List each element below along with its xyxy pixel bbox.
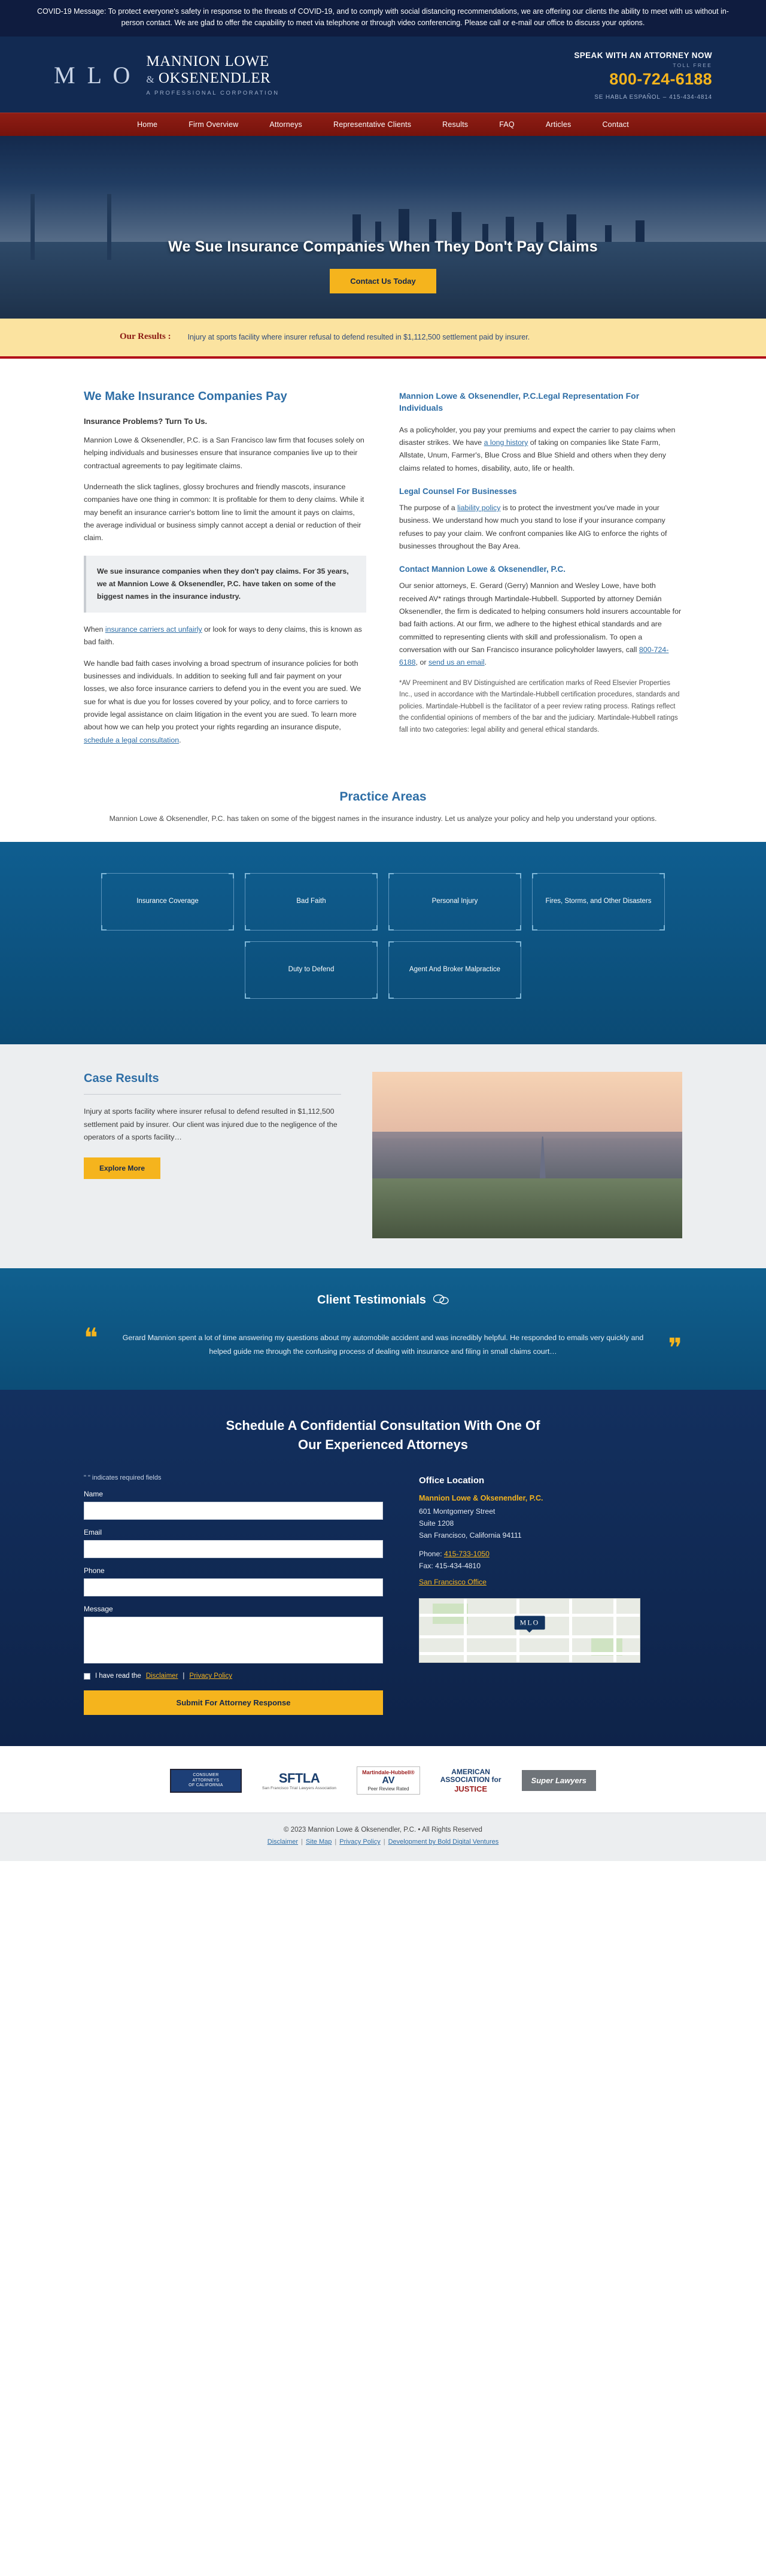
espanol-label: SE HABLA ESPAÑOL	[594, 93, 661, 101]
message-textarea[interactable]	[84, 1617, 383, 1663]
long-history-link[interactable]: a long history	[484, 438, 528, 447]
left-p3-post: or look for ways to deny claims, this is known as bad faith.	[84, 625, 362, 647]
page-title: We Make Insurance Companies Pay	[84, 390, 287, 404]
badge-av-rating: AV	[382, 1775, 395, 1786]
privacy-policy-link[interactable]: Privacy Policy	[189, 1672, 232, 1680]
main-right-column	[399, 390, 682, 755]
nav-item-representative-clients[interactable]: Representative Clients	[333, 120, 412, 129]
consent-separator: |	[183, 1672, 185, 1680]
left-paragraph-2: Underneath the slick taglines, glossy brochures and friendly mascots, insurance companies have one thing in common: It is profitable for them to deny claims. While it may benefit an insurance carrier's bottom line to limit the amount it pays on claims, the average individual or business simply cannot accept a denial or reduction of their claim.	[84, 483, 364, 543]
left-paragraph-3	[84, 623, 366, 649]
map-marker[interactable]: MLO	[515, 1616, 545, 1629]
left-p3-pre: When	[84, 625, 105, 634]
toll-free-label: TOLL FREE	[673, 62, 712, 68]
hero-content	[0, 238, 766, 293]
footer-link-site-map[interactable]: Site Map	[305, 1838, 332, 1846]
name-label: Name	[84, 1490, 104, 1499]
affiliation-badges	[0, 1746, 766, 1813]
inline-phone-link[interactable]: 800-724-6188	[399, 645, 669, 667]
logo-monogram: M L O	[54, 61, 133, 89]
badge-caoc-line3: OF CALIFORNIA	[189, 1783, 223, 1788]
right-paragraph-2	[399, 502, 682, 553]
badge-caoc-line2: ATTORNEYS	[192, 1778, 220, 1783]
office-address-line-1: 601 Montgomery Street	[419, 1507, 496, 1516]
case-results-band	[0, 1044, 766, 1268]
practice-areas-row-1	[0, 873, 766, 931]
pull-quote: We sue insurance companies when they don't pay claims. For 35 years, we at Mannion Lowe & Oksenendler, P.C. have taken on some of the biggest names in the insurance industry.	[84, 556, 366, 613]
case-results-text-block	[84, 1072, 341, 1179]
logo-ampersand: &	[146, 74, 155, 86]
covid-notice-text: COVID-19 Message: To protect everyone's safety in response to the threats of COVID-19, and to comply with social distancing recommendations, we are offering our clients the ability to meet with us without in-person contact. We are glad to offer the capability to meet via telephone or through video conferencing. Please call or e-mail our office to discuss your options.	[37, 7, 729, 28]
espanol-phone-link[interactable]: 415-434-4814	[669, 93, 712, 101]
our-results-label: Our Results :	[120, 331, 171, 341]
practice-area-label: Duty to Defend	[288, 966, 335, 974]
footer-link-privacy-policy[interactable]: Privacy Policy	[339, 1838, 381, 1846]
contact-form	[84, 1474, 383, 1715]
disclaimer-link[interactable]: Disclaimer	[145, 1672, 178, 1680]
required-fields-note: " " indicates required fields	[84, 1474, 162, 1482]
right-p2-post: is to protect the investment you've made in your business. We understand how much you stand to lose if your insurance company refuses to pay your claim. We confront companies like AIG to enforce the rights of businesses throughout the Bay Area.	[399, 504, 667, 551]
consultation-title-line1: Schedule A Confidential Consultation With One Of	[226, 1417, 540, 1433]
nav-item-attorneys[interactable]: Attorneys	[269, 120, 302, 129]
office-address-line-3: San Francisco, California 94111	[419, 1531, 522, 1539]
practice-areas-heading: Practice Areas	[339, 789, 427, 804]
right-p2-pre: The purpose of a	[399, 504, 458, 513]
logo-name-line2: OKSENENDLER	[158, 70, 271, 87]
badge-aaj-line1: AMERICAN	[451, 1768, 490, 1777]
our-results-strip	[0, 319, 766, 359]
case-results-heading: Case Results	[84, 1072, 341, 1095]
insurance-carriers-act-unfairly-link[interactable]: insurance carriers act unfairly	[105, 625, 202, 634]
logo-name-line1: MANNION LOWE	[146, 53, 269, 70]
practice-area-personal-injury[interactable]	[388, 873, 521, 931]
consent-checkbox[interactable]	[84, 1673, 90, 1680]
footer-link-disclaimer[interactable]: Disclaimer	[267, 1838, 299, 1846]
san-francisco-office-link[interactable]: San Francisco Office	[419, 1578, 487, 1587]
case-results-photo	[372, 1072, 682, 1238]
consent-row	[84, 1672, 383, 1680]
site-header	[0, 37, 766, 113]
right-paragraph-3	[399, 580, 682, 669]
covid-notice-banner	[0, 0, 766, 37]
badge-aaj-line3: JUSTICE	[454, 1784, 488, 1793]
practice-area-bad-faith[interactable]	[245, 873, 378, 931]
office-fax-line: Fax: 415-434-4810	[419, 1561, 481, 1570]
practice-area-label: Insurance Coverage	[136, 898, 199, 905]
hero-banner	[0, 136, 766, 319]
photo-skyline	[372, 1132, 682, 1178]
practice-area-label: Fires, Storms, and Other Disasters	[545, 898, 652, 905]
nav-item-faq[interactable]: FAQ	[499, 120, 515, 129]
phone-label: Phone	[84, 1566, 105, 1575]
right-p1-post: of taking on companies like State Farm, Allstate, Unum, Farmer's, Blue Cross and Blue Shield and others when they deny claims related to homes, disability, auto, life or health.	[399, 438, 666, 472]
testimonial-quote-text: Gerard Mannion spent a lot of time answering my questions about my automobile accident and was incredibly helpful. He responded to emails very quickly and helped guide me through the confusing process of dealing with insurance and filing in small claims court…	[122, 1333, 644, 1356]
badge-martindale-av[interactable]	[357, 1766, 420, 1795]
left-paragraph-1: Mannion Lowe & Oksenendler, P.C. is a San Francisco law firm that focuses solely on helping individuals and businesses ensure that insurance companies live up to their contractual agreements to pay legitimate claims.	[84, 436, 364, 470]
left-paragraph-4	[84, 657, 366, 747]
badge-american-association-for-justice[interactable]	[440, 1768, 501, 1793]
testimonials-band	[0, 1268, 766, 1390]
footer-links: Disclaimer | Site Map | Privacy Policy | Development by Bold Digital Ventures	[267, 1838, 499, 1846]
liability-policy-link[interactable]: liability policy	[457, 504, 501, 513]
send-us-an-email-link[interactable]: send us an email	[428, 658, 485, 667]
chat-bubbles-icon	[433, 1293, 449, 1307]
badge-martindale-label: Martindale-Hubbell®	[362, 1769, 415, 1776]
quote-close-icon: ❞	[668, 1333, 682, 1363]
right-p3-mid: , or	[415, 658, 428, 667]
practice-area-label: Agent And Broker Malpractice	[409, 966, 501, 974]
legal-counsel-businesses-heading: Legal Counsel For Businesses	[399, 487, 517, 496]
left-p4-pre: We handle bad faith cases involving a broad spectrum of insurance policies for both businesses and individuals. In addition to seeking full and fair payment on your losses, we also force insurance carriers to defend you in the event you are sued. We sue for what is due you for losses covered by your policy, and to force carriers to provide legal assistance on claim litigation in the event you are sued. To learn more about how we can help you protect your rights regarding an insurance dispute,	[84, 659, 361, 732]
nav-item-results[interactable]: Results	[442, 120, 469, 129]
martindale-disclaimer: *AV Preeminent and BV Distinguished are certification marks of Reed Elsevier Properties Inc., used in accordance with the Martindale-Hubbell certification procedures, standards and policies. Martindale-Hubbell is the facilitator of a peer review rating process. Ratings reflect the confidential opinions of members of the bar and the judiciary. Martindale-Hubbell ratings fall into two categories: legal ability and general ethical standards.	[399, 679, 680, 734]
site-footer	[0, 1813, 766, 1861]
hero-title: We Sue Insurance Companies When They Don't Pay Claims	[168, 238, 598, 255]
footer-copyright: © 2023 Mannion Lowe & Oksenendler, P.C. • All Rights Reserved	[284, 1826, 482, 1834]
quote-open-icon: ❝	[84, 1323, 98, 1353]
contact-us-today-button[interactable]: Contact Us Today	[330, 269, 436, 293]
practice-areas-header	[0, 779, 766, 842]
consultation-title-line2: Our Experienced Attorneys	[297, 1437, 469, 1452]
left-lead-text: Insurance Problems? Turn To Us.	[84, 417, 208, 426]
practice-area-insurance-coverage[interactable]	[101, 873, 234, 931]
right-paragraph-1	[399, 424, 682, 475]
email-input[interactable]	[84, 1540, 383, 1558]
main-navigation	[0, 113, 766, 136]
practice-areas-band	[0, 842, 766, 1044]
schedule-legal-consultation-link[interactable]: schedule a legal consultation	[84, 735, 180, 744]
practice-area-label: Bad Faith	[296, 898, 326, 905]
main-left-column	[84, 390, 366, 755]
practice-area-duty-to-defend[interactable]	[245, 941, 378, 999]
badge-sftla[interactable]	[262, 1771, 336, 1790]
right-heading: Mannion Lowe & Oksenendler, P.C.Legal Representation For Individuals	[399, 391, 640, 413]
logo-tagline: A PROFESSIONAL CORPORATION	[146, 90, 279, 97]
badge-sftla-title: SFTLA	[278, 1771, 320, 1786]
name-input[interactable]	[84, 1502, 383, 1520]
consultation-band	[0, 1390, 766, 1747]
office-phone-label: Phone:	[419, 1550, 445, 1559]
practice-area-agent-broker-malpractice[interactable]	[388, 941, 521, 999]
office-firm-name: Mannion Lowe & Oksenendler, P.C.	[419, 1494, 543, 1503]
explore-more-button[interactable]: Explore More	[84, 1157, 160, 1179]
office-location-heading: Office Location	[419, 1475, 485, 1486]
practice-area-fires-storms-disasters[interactable]	[532, 873, 665, 931]
right-p3-post: .	[484, 658, 487, 667]
submit-button[interactable]: Submit For Attorney Response	[84, 1690, 383, 1715]
header-phone-link[interactable]: 800-724-6188	[609, 69, 712, 88]
testimonial-item	[84, 1323, 682, 1363]
photo-sky	[372, 1072, 682, 1138]
badge-sftla-sub: San Francisco Trial Lawyers Association	[262, 1786, 337, 1791]
photo-foreground-trees	[372, 1178, 682, 1238]
practice-area-label: Personal Injury	[431, 898, 478, 905]
message-label: Message	[84, 1605, 113, 1614]
main-content	[84, 359, 682, 779]
right-p3-pre: Our senior attorneys, E. Gerard (Gerry) Mannion and Wesley Lowe, have both received AV* ratings through Martindale-Hubbell. Supported by attorney Demián Oksenendler, the firm is dedicated to helping consumers hold insurers accountable for bad faith actions. At our firm, we adhere to the highest ethical standards and are committed to representing clients with skill and professionalism. To open a conversation with our San Francisco insurance policyholder lawyers, call	[399, 581, 682, 654]
testimonials-heading: Client Testimonials	[317, 1293, 426, 1307]
case-results-text: Injury at sports facility where insurer refusal to defend resulted in $1,112,500 settlement paid by insurer. Our client was injured due to the negligence of the operators of a sports facility…	[84, 1107, 338, 1142]
left-p4-post: .	[179, 735, 181, 744]
espanol-line: SE HABLA ESPAÑOL – 415-434-4814	[594, 93, 712, 101]
nav-item-contact[interactable]: Contact	[602, 120, 629, 129]
header-contact-block	[574, 50, 712, 101]
badge-super-lawyers[interactable]	[522, 1770, 597, 1791]
our-results-text: Injury at sports facility where insurer refusal to defend resulted in $1,112,500 settlement paid by insurer.	[187, 332, 530, 341]
logo[interactable]	[54, 53, 279, 96]
practice-areas-row-2	[0, 941, 766, 999]
footer-link-development-credit[interactable]: Development by Bold Digital Ventures	[388, 1838, 499, 1846]
badge-peer-review: Peer Review Rated	[367, 1786, 409, 1792]
right-p1-pre: As a policyholder, you pay your premiums and expect the carrier to pay claims when disaster strikes. We have	[399, 425, 676, 447]
badge-super-lawyers-text: Super Lawyers	[522, 1770, 597, 1791]
email-label: Email	[84, 1528, 102, 1537]
badge-caoc-line1: CONSUMER	[193, 1772, 219, 1777]
badge-aaj-line2: ASSOCIATION for	[440, 1775, 501, 1784]
office-location-block	[419, 1474, 646, 1715]
office-address-line-2: Suite 1208	[419, 1519, 454, 1528]
consultation-title	[0, 1416, 766, 1454]
badge-consumer-attorneys-of-california[interactable]	[170, 1769, 242, 1793]
consent-text-pre: I have read the	[95, 1672, 141, 1680]
speak-with-attorney-text: SPEAK WITH AN ATTORNEY NOW	[574, 50, 712, 60]
office-map[interactable]	[419, 1598, 640, 1663]
office-phone-link[interactable]: 415-733-1050	[444, 1550, 490, 1559]
practice-areas-subtext: Mannion Lowe & Oksenendler, P.C. has taken on some of the biggest names in the insurance industry. Let us analyze your policy and help you understand your options.	[109, 814, 657, 823]
office-phone-line	[419, 1548, 646, 1560]
nav-item-firm-overview[interactable]: Firm Overview	[189, 120, 239, 129]
phone-input[interactable]	[84, 1578, 383, 1596]
contact-firm-heading: Contact Mannion Lowe & Oksenendler, P.C.	[399, 565, 566, 574]
nav-item-articles[interactable]: Articles	[545, 120, 572, 129]
nav-item-home[interactable]: Home	[137, 120, 158, 129]
